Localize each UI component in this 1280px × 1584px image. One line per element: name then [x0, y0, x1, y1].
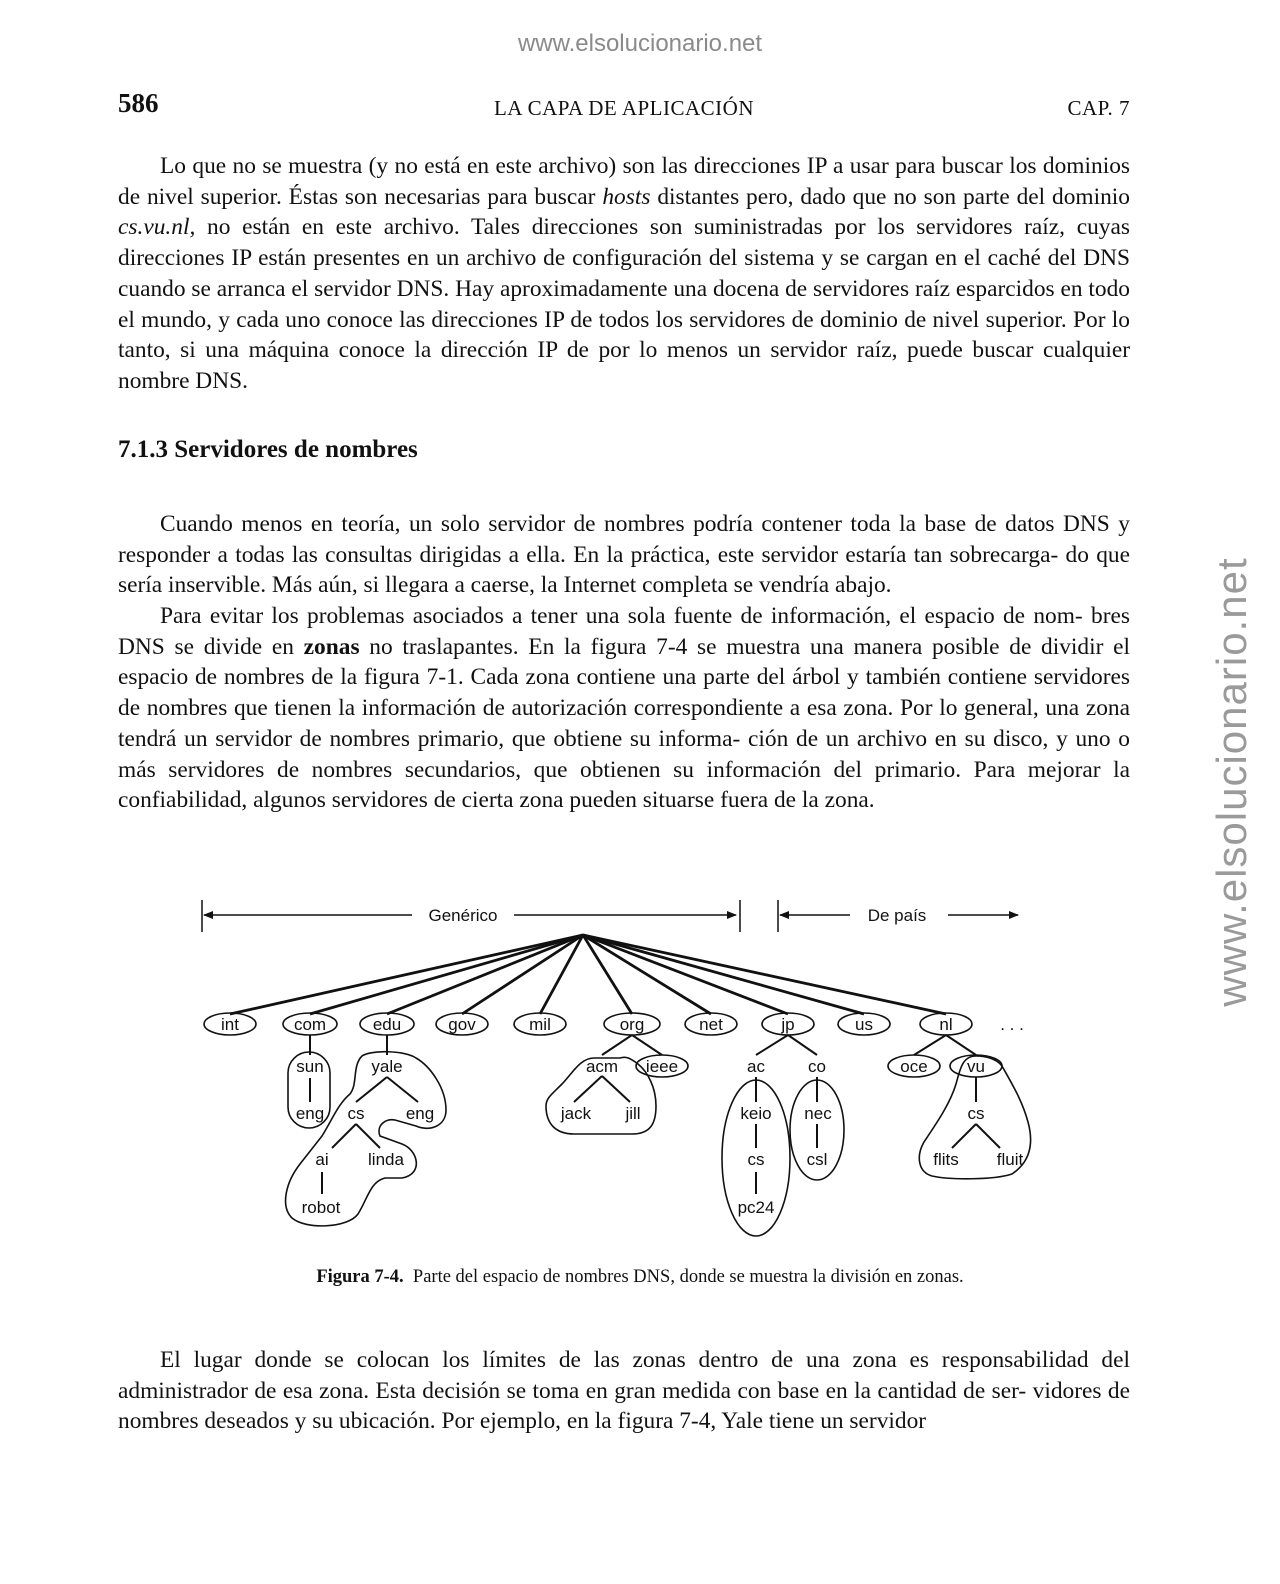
- caption-label: Figura 7-4.: [316, 1267, 404, 1287]
- page-number: 586: [118, 88, 159, 118]
- node-int: int: [221, 1015, 239, 1034]
- para1-text-3: no están en este archivo. Tales direcciones son suministradas por los servidores raíz, cuyas direcciones IP están presentes en un archivo de configuración del sistema y se cargan en el caché del DNS cuando se arranca el servidor DNS. Hay aproximadamente una docena de servidores raíz esparcidos en todo el mundo, y cada uno conoce las direcciones IP de todos los servidores de dominio de nivel superior. Por lo tanto, si una máquina conoce la dirección IP de por lo menos un servidor raíz, puede buscar cualquier nombre DNS.: [118, 214, 1130, 394]
- para3-bold-zonas: zonas: [303, 633, 360, 660]
- node-ieee: ieee: [645, 1057, 679, 1076]
- node-edu: edu: [372, 1015, 402, 1034]
- para3-text-2: no traslapantes. En la figura 7-4 se muestra una manera posible de dividir el espacio de nombres de la figura 7-1. Cada zona contiene una parte del árbol y también contiene servidores de nombres que tienen la información de autorización correspondiente a esa zona. Por lo general, una zona tendrá un servidor de nombres primario, que obtiene su informa- ción de un archivo en su disco, y uno o más servidores de nombres secundarios, que obtienen su información del primario. Para mejorar la confiabilidad, algunos servidores de cierta zona pueden situarse fuera de la zona.: [118, 633, 1130, 814]
- node-flits: flits: [933, 1150, 959, 1169]
- node-sun-eng: eng: [295, 1104, 325, 1123]
- node-yale: yale: [371, 1057, 403, 1076]
- paragraph-zone-limits: El lugar donde se colocan los límites de las zonas dentro de una zona es responsabilidad del administrador de esa zona. Esta decisión se toma en gran medida con base en la cantidad de ser- vidores de nombres deseados y su ubicación. Por ejemplo, en la figura 7-4, Yale tiene un servidor: [118, 1347, 1130, 1435]
- paragraph-root-servers: [118, 151, 1130, 397]
- node-nec: nec: [804, 1104, 832, 1123]
- node-com: com: [293, 1015, 327, 1034]
- page-header: [118, 88, 1130, 128]
- node-net: net: [699, 1015, 723, 1034]
- para1-italic-domain: cs.vu.nl,: [118, 214, 196, 241]
- node-nl: nl: [939, 1015, 953, 1034]
- caption-text: Parte del espacio de nombres DNS, donde se muestra la división en zonas.: [412, 1267, 964, 1287]
- node-jack: jack: [560, 1104, 592, 1123]
- watermark-side-text: www.elsolucionario.net: [1208, 557, 1255, 1007]
- node-pc24: pc24: [737, 1198, 775, 1217]
- node-us: us: [855, 1015, 873, 1034]
- figure-caption: [0, 1267, 1280, 1288]
- node-yale-eng: eng: [405, 1104, 435, 1123]
- node-linda: linda: [368, 1150, 404, 1169]
- node-robot: robot: [301, 1198, 341, 1217]
- para1-italic-hosts: hosts: [602, 183, 651, 210]
- section-heading: 7.1.3 Servidores de nombres: [118, 436, 418, 463]
- country-label: De país: [867, 906, 927, 925]
- node-jill: jill: [625, 1104, 641, 1123]
- watermark-top: www.elsolucionario.net: [517, 30, 763, 57]
- node-keio: keio: [740, 1104, 772, 1123]
- running-title: LA CAPA DE APLICACIÓN: [493, 96, 755, 120]
- zone-outlines: [286, 1052, 1031, 1236]
- node-mil: mil: [529, 1015, 551, 1034]
- ellipsis: . . .: [1000, 1015, 1024, 1034]
- node-csl: csl: [806, 1150, 828, 1169]
- dns-zones-figure: [190, 888, 1050, 1240]
- node-fluit: fluit: [996, 1150, 1024, 1169]
- para3-text-1: Para evitar los problemas asociados a tener una sola fuente de información, el espacio de nom- bres DNS se divide en: [118, 603, 1130, 660]
- node-gov: gov: [448, 1015, 476, 1034]
- chapter-label: CAP. 7: [1067, 96, 1130, 120]
- para1-text-1: Lo que no se muestra (y no está en este archivo) son las direcciones IP a usar para buscar los dominios de nivel superior. Éstas son necesarias para buscar: [118, 153, 1130, 210]
- node-acm: acm: [585, 1057, 619, 1076]
- para1-text-2: distantes pero, dado que no son parte del dominio: [650, 183, 1130, 210]
- generic-label: Genérico: [428, 906, 498, 925]
- node-oce: oce: [900, 1057, 928, 1076]
- node-ai: ai: [315, 1150, 329, 1169]
- node-keio-cs: cs: [747, 1150, 765, 1169]
- node-cs: cs: [347, 1104, 365, 1123]
- node-co: co: [808, 1057, 826, 1076]
- node-ac: ac: [747, 1057, 765, 1076]
- node-org: org: [619, 1015, 645, 1034]
- paragraph-single-server: Cuando menos en teoría, un solo servidor de nombres podría contener toda la base de datos DNS y responder a todas las consultas dirigidas a ella. En la práctica, este servidor estaría tan sobrecarga- do que sería inservible. Más aún, si llegara a caerse, la Internet completa se vendría abajo.: [118, 511, 1130, 599]
- node-sun: sun: [296, 1057, 324, 1076]
- node-vu: vu: [967, 1057, 985, 1076]
- node-vu-cs: cs: [967, 1104, 985, 1123]
- root-edges: [230, 935, 946, 1014]
- paragraph-zones: [118, 601, 1130, 816]
- node-jp: jp: [781, 1015, 795, 1034]
